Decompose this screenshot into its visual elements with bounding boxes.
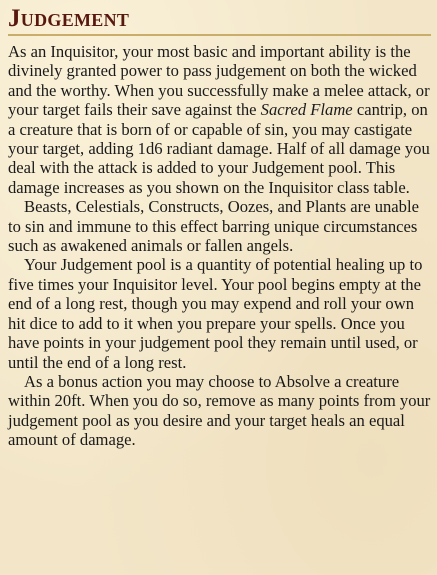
- paragraph-2: Beasts, Celestials, Constructs, Oozes, and Plants are unable to sin and immune to this effect barring unique circumstances such as awakened animals or fallen angels.: [8, 197, 419, 256]
- section-heading: Judgement: [8, 5, 130, 32]
- paragraph-1-text-start: As an Inquisitor, your most basic and important ability is the divinely granted power to pass judgement on both the wicked and the worthy. When you successfully make a melee attack, or your target fails their save against the: [8, 42, 430, 120]
- paragraph-4: As a bonus action you may choose to Absolve a creature within 20ft. When you do so, remove as many points from your judgement pool as you desire and your target heals an equal amount of damage.: [8, 371, 431, 450]
- heading-underline: [8, 34, 431, 36]
- paragraph-3: Your Judgement pool is a quantity of potential healing up to five times your Inquisitor level. Your pool begins empty at the end of a long rest, though you may expend and roll your own hit dice to add to it when you prepare your spells. Once you have points in your judgement pool they remain until used, or until the end of a long rest.: [8, 255, 423, 372]
- paragraph-1: [8, 42, 431, 197]
- section-body: [8, 42, 431, 450]
- spell-name-sacred-flame: Sacred Flame: [260, 100, 353, 120]
- paragraph-1-text-end: cantrip, on a creature that is born of or capable of sin, you may castigate your target, adding 1d6 radiant damage. Half of all damage you deal with the attack is added to your Judgement pool. This damage increases as you shown on the Inquisitor class table.: [8, 100, 430, 197]
